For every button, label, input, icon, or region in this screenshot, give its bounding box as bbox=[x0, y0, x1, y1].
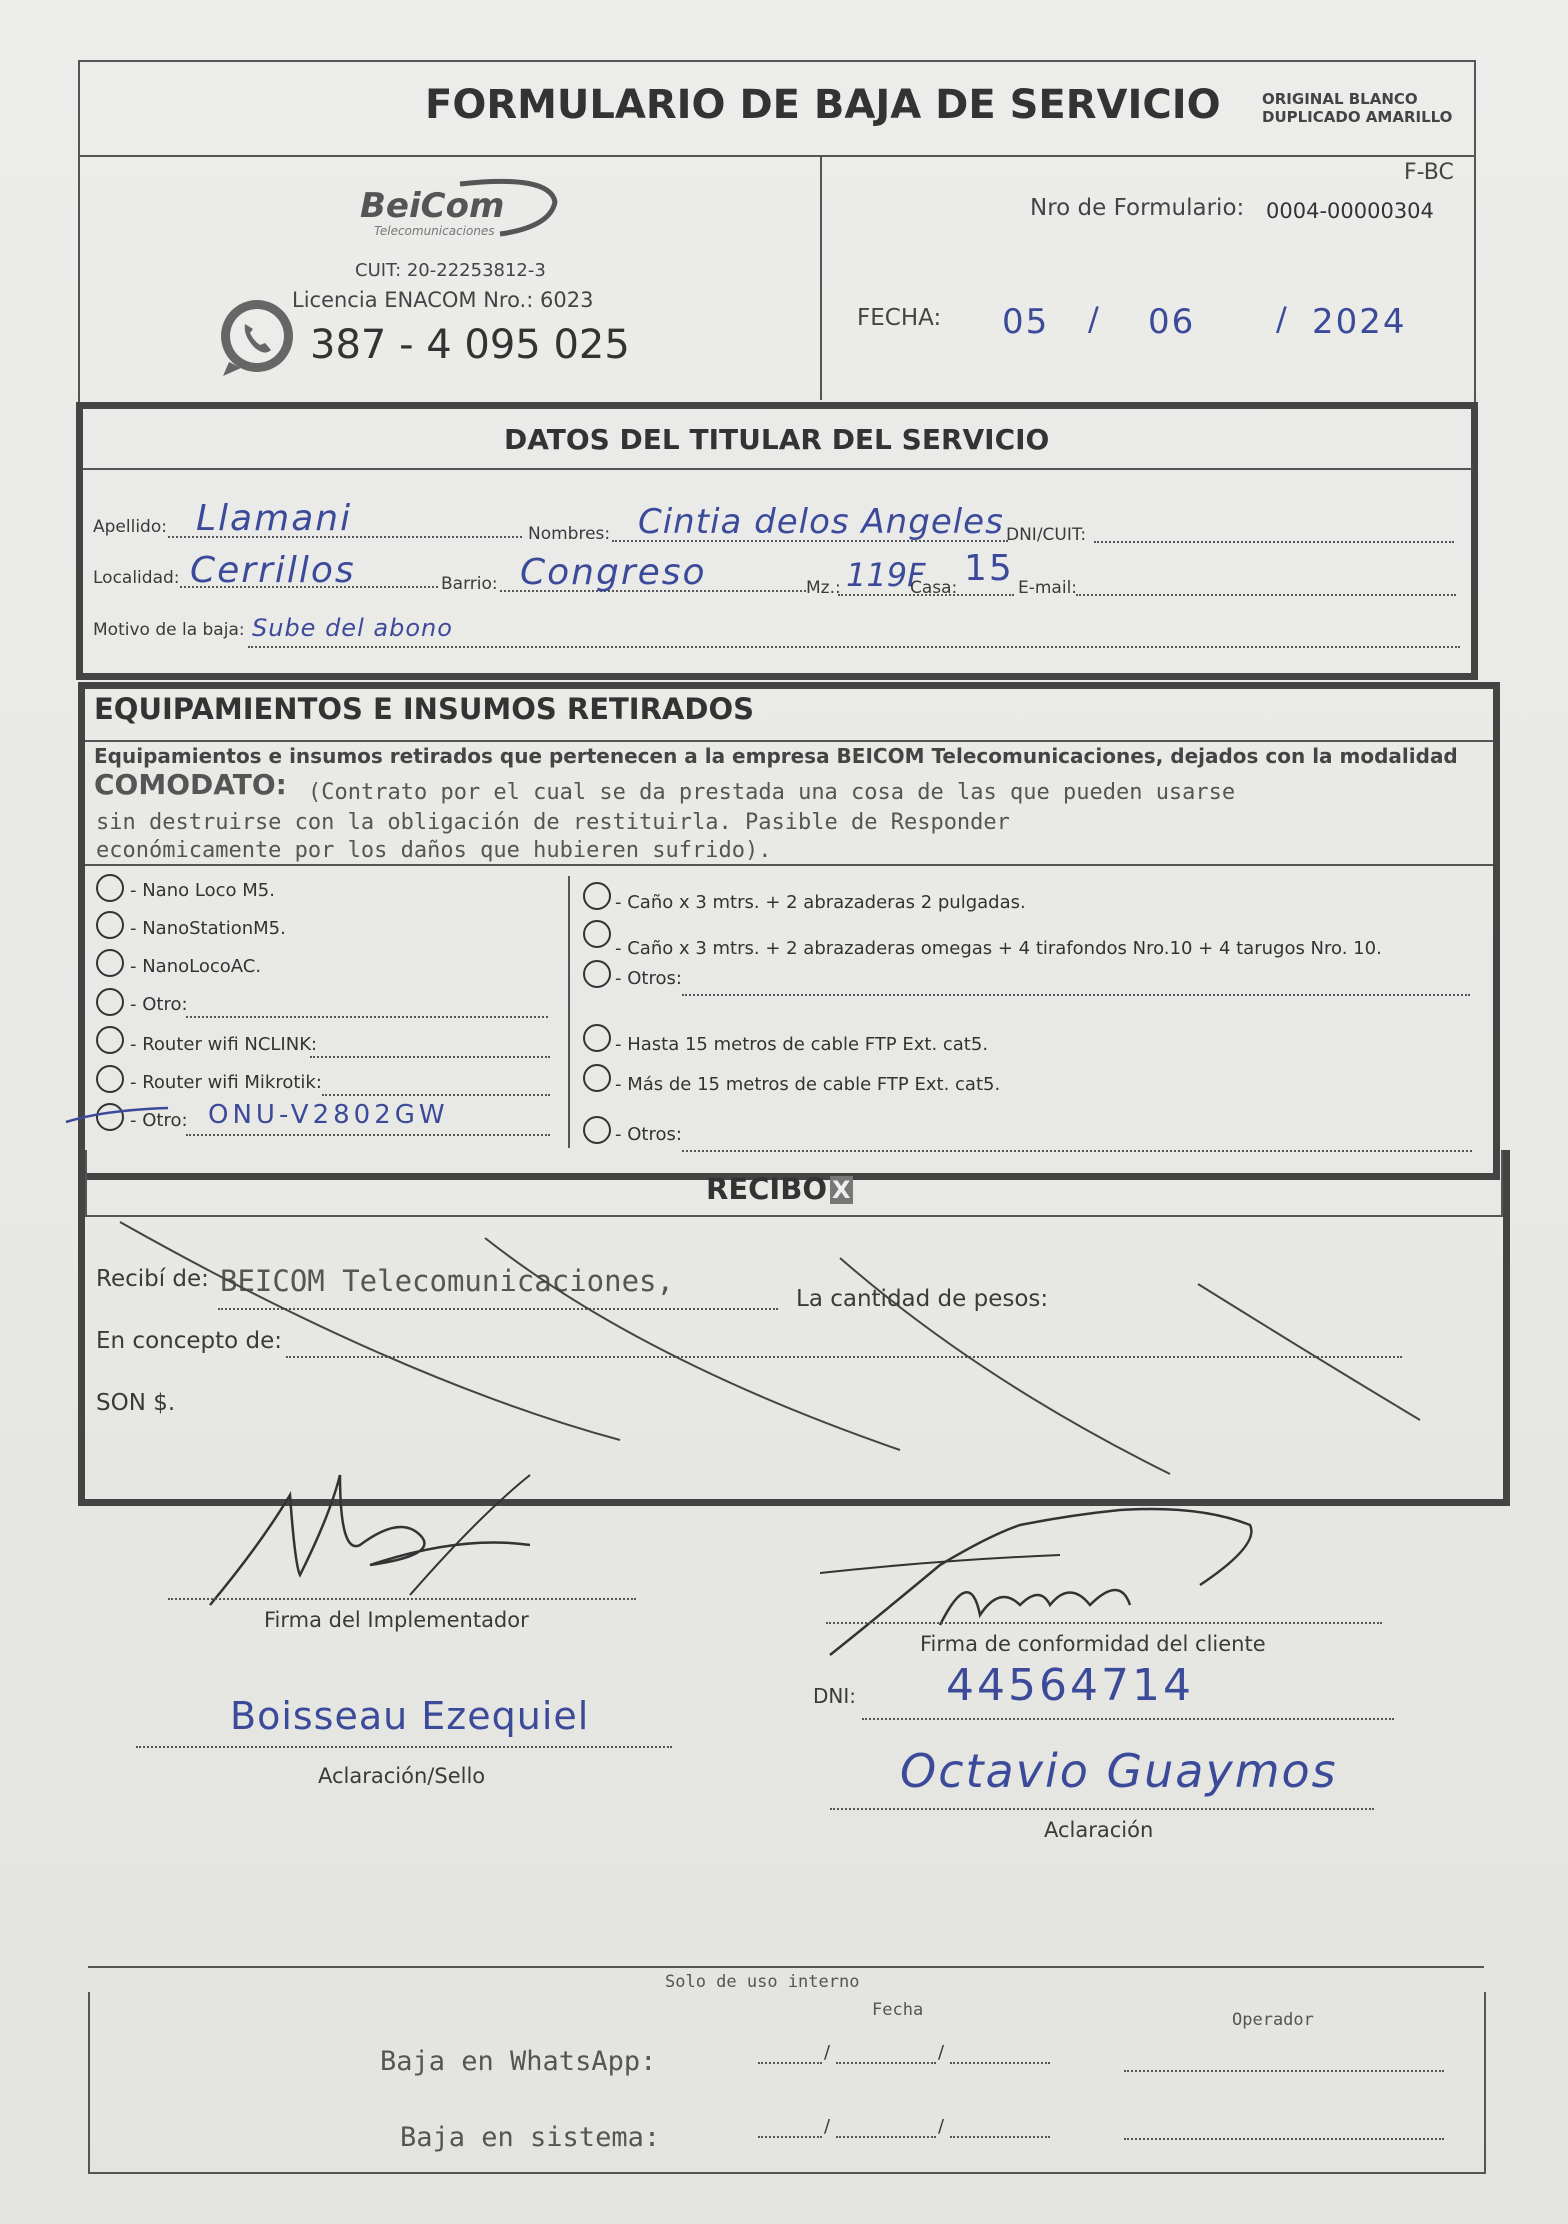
cantidad-label: La cantidad de pesos: bbox=[796, 1286, 1049, 1312]
aclaracion-value: Octavio Guaymos bbox=[900, 1744, 1338, 1798]
barrio-label: Barrio: bbox=[441, 574, 498, 594]
concepto-line bbox=[286, 1356, 1402, 1358]
apellido-value: Llamani bbox=[196, 498, 353, 539]
mz-label: Mz.: bbox=[806, 578, 841, 598]
company-licencia: Licencia ENACOM Nro.: 6023 bbox=[292, 288, 594, 312]
recibo-mark: X bbox=[832, 1176, 851, 1204]
comodato-divider bbox=[85, 864, 1493, 866]
dni-cuit-line bbox=[1094, 541, 1454, 543]
otro-2-value: ONU-V2802GW bbox=[208, 1100, 449, 1130]
baja-sistema-label: Baja en sistema: bbox=[400, 2122, 661, 2153]
recibi-label: Recibí de: bbox=[96, 1266, 209, 1292]
firma-cliente-line bbox=[826, 1622, 1382, 1624]
radio-otros-2[interactable] bbox=[583, 1116, 611, 1144]
dni-label: DNI: bbox=[813, 1684, 856, 1708]
concepto-label: En concepto de: bbox=[96, 1328, 283, 1354]
item-otros-2: - Otros: bbox=[615, 1124, 682, 1145]
motivo-value: Sube del abono bbox=[252, 614, 453, 642]
form-code: F-BC bbox=[1404, 160, 1454, 185]
whatsapp-month-line bbox=[836, 2062, 936, 2064]
item-nanostation-m5: - NanoStationM5. bbox=[130, 918, 286, 939]
recibi-line bbox=[218, 1308, 778, 1310]
otro-2-line bbox=[186, 1134, 550, 1136]
aclaracion-sello-line bbox=[136, 1746, 672, 1748]
comodato-text-3: económicamente por los daños que hubieren sufrido). bbox=[96, 838, 772, 863]
item-nano-loco-m5: - Nano Loco M5. bbox=[130, 880, 275, 901]
header-vdivider bbox=[820, 155, 822, 400]
sistema-date-sep-1: / bbox=[824, 2116, 831, 2137]
localidad-value: Cerrillos bbox=[190, 550, 356, 591]
son-label: SON $. bbox=[96, 1390, 176, 1416]
firma-impl-label: Firma del Implementador bbox=[264, 1608, 529, 1632]
router-nclink-line bbox=[310, 1056, 550, 1058]
aclaracion-sello-value: Boisseau Ezequiel bbox=[230, 1694, 590, 1738]
fecha-label: FECHA: bbox=[857, 305, 942, 331]
aclaracion-sello-label: Aclaración/Sello bbox=[318, 1764, 486, 1788]
router-mikrotik-line bbox=[322, 1094, 550, 1096]
fecha-sep-1: / bbox=[1088, 300, 1101, 338]
radio-nanoloco-ac[interactable] bbox=[96, 949, 124, 977]
header-divider bbox=[78, 155, 1474, 157]
internal-operador-col: Operador bbox=[1232, 2010, 1314, 2030]
form-number: 0004-00000304 bbox=[1266, 199, 1434, 223]
item-nanoloco-ac: - NanoLocoAC. bbox=[130, 956, 262, 977]
sistema-month-line bbox=[836, 2136, 936, 2138]
radio-cano-omegas[interactable] bbox=[583, 920, 611, 948]
dni-cuit-label: DNI/CUIT: bbox=[1006, 525, 1087, 545]
sistema-date-sep-2: / bbox=[938, 2116, 945, 2137]
aclaracion-line bbox=[830, 1808, 1374, 1810]
motivo-line bbox=[248, 646, 1460, 648]
equipment-section-title: EQUIPAMIENTOS E INSUMOS RETIRADOS bbox=[94, 692, 754, 726]
company-phone: 387 - 4 095 025 bbox=[310, 322, 630, 368]
comodato-word: COMODATO: bbox=[94, 768, 287, 801]
item-otro-1: - Otro: bbox=[130, 994, 188, 1015]
apellido-label: Apellido: bbox=[93, 517, 167, 537]
fecha-day: 05 bbox=[1002, 302, 1050, 342]
whatsapp-date-sep-2: / bbox=[938, 2042, 945, 2063]
nombres-value: Cintia delos Angeles bbox=[638, 502, 1004, 542]
baja-sistema-operador-line[interactable] bbox=[1124, 2138, 1444, 2140]
item-otros-1: - Otros: bbox=[615, 968, 682, 989]
copy-note-1: ORIGINAL BLANCO bbox=[1262, 90, 1418, 108]
mz-casa-line bbox=[838, 594, 1014, 596]
fecha-month: 06 bbox=[1148, 302, 1196, 342]
internal-fecha-col: Fecha bbox=[872, 2000, 924, 2020]
recibo-section-title: RECIBO bbox=[706, 1172, 827, 1206]
radio-cable-mas-15[interactable] bbox=[583, 1064, 611, 1092]
form-number-label: Nro de Formulario: bbox=[1030, 195, 1245, 221]
comodato-text-1: (Contrato por el cual se da prestada una cosa de las que pueden usarse bbox=[308, 780, 1236, 805]
casa-label: Casa: bbox=[910, 578, 958, 598]
comodato-text-2: sin destruirse con la obligación de restituirla. Pasible de Responder bbox=[96, 810, 1010, 835]
whatsapp-day-line bbox=[758, 2062, 822, 2064]
company-cuit: CUIT: 20-22253812-3 bbox=[355, 260, 546, 281]
equipment-title-divider bbox=[85, 740, 1493, 742]
otro-1-line bbox=[186, 1016, 548, 1018]
logo-text: BeiCom bbox=[360, 186, 505, 226]
nombres-label: Nombres: bbox=[528, 524, 611, 544]
radio-router-mikrotik[interactable] bbox=[96, 1065, 124, 1093]
whatsapp-icon bbox=[215, 296, 297, 378]
item-router-nclink: - Router wifi NCLINK: bbox=[130, 1034, 318, 1055]
equipment-intro: Equipamientos e insumos retirados que pertenecen a la empresa BEICOM Telecomunicaciones, dejados con la modalidad bbox=[94, 744, 1458, 768]
radio-nanostation-m5[interactable] bbox=[96, 911, 124, 939]
internal-title: Solo de uso interno bbox=[665, 1972, 860, 1992]
radio-router-nclink[interactable] bbox=[96, 1026, 124, 1054]
item-cano-2-pulgadas: - Caño x 3 mtrs. + 2 abrazaderas 2 pulgadas. bbox=[615, 892, 1026, 913]
localidad-label: Localidad: bbox=[93, 568, 180, 588]
casa-value: 15 bbox=[964, 548, 1014, 589]
titular-section-title: DATOS DEL TITULAR DEL SERVICIO bbox=[504, 423, 1050, 456]
sistema-year-line bbox=[950, 2136, 1050, 2138]
item-otro-2: - Otro: bbox=[130, 1110, 188, 1131]
dni-value: 44564714 bbox=[946, 1660, 1194, 1711]
fecha-year: 2024 bbox=[1312, 302, 1407, 342]
sistema-day-line bbox=[758, 2136, 822, 2138]
copy-note-2: DUPLICADO AMARILLO bbox=[1262, 108, 1453, 126]
implementador-signature bbox=[200, 1455, 560, 1615]
radio-nano-loco-m5[interactable] bbox=[96, 874, 124, 902]
baja-whatsapp-label: Baja en WhatsApp: bbox=[380, 2046, 657, 2077]
item-router-mikrotik: - Router wifi Mikrotik: bbox=[130, 1072, 322, 1093]
aclaracion-label: Aclaración bbox=[1044, 1818, 1154, 1842]
logo-subtext: Telecomunicaciones bbox=[374, 224, 495, 238]
otros-1-line bbox=[682, 994, 1470, 996]
form-title: FORMULARIO DE BAJA DE SERVICIO bbox=[425, 82, 1221, 128]
baja-whatsapp-date[interactable] bbox=[758, 2042, 1052, 2066]
motivo-label: Motivo de la baja: bbox=[93, 620, 245, 640]
radio-cano-2-pulgadas[interactable] bbox=[583, 882, 611, 910]
firma-cliente-label: Firma de conformidad del cliente bbox=[920, 1632, 1266, 1656]
radio-otro-1[interactable] bbox=[96, 988, 124, 1016]
fecha-sep-2: / bbox=[1276, 300, 1289, 338]
email-label: E-mail: bbox=[1018, 578, 1078, 598]
baja-sistema-date[interactable] bbox=[758, 2116, 1052, 2140]
item-cable-mas-15: - Más de 15 metros de cable FTP Ext. cat5. bbox=[615, 1074, 1001, 1095]
barrio-value: Congreso bbox=[520, 552, 707, 593]
item-cano-omegas: - Caño x 3 mtrs. + 2 abrazaderas omegas + 4 tirafondos Nro.10 + 4 tarugos Nro. 10. bbox=[615, 938, 1382, 959]
internal-top-line bbox=[88, 1966, 1484, 1968]
firma-impl-line bbox=[168, 1598, 636, 1600]
equipment-vdivider bbox=[568, 876, 570, 1148]
recibi-value: BEICOM Telecomunicaciones, bbox=[220, 1264, 674, 1298]
titular-divider bbox=[83, 468, 1473, 470]
email-line bbox=[1076, 594, 1456, 596]
dni-line bbox=[862, 1718, 1394, 1720]
company-logo bbox=[350, 172, 560, 247]
mz-value: 119F bbox=[846, 556, 926, 594]
item-cable-hasta-15: - Hasta 15 metros de cable FTP Ext. cat5. bbox=[615, 1034, 989, 1055]
radio-cable-hasta-15[interactable] bbox=[583, 1024, 611, 1052]
radio-otros-1[interactable] bbox=[583, 960, 611, 988]
whatsapp-year-line bbox=[950, 2062, 1050, 2064]
whatsapp-date-sep-1: / bbox=[824, 2042, 831, 2063]
baja-whatsapp-operador-line[interactable] bbox=[1124, 2070, 1444, 2072]
